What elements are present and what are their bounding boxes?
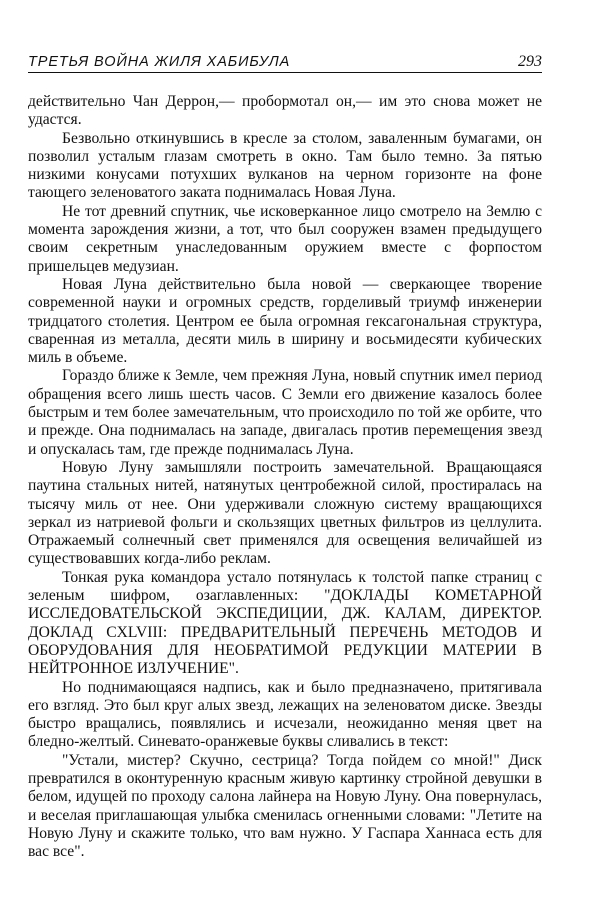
running-header xyxy=(28,48,542,73)
paragraph-3: Не тот древний спутник, чье исковерканное лицо смотрело на Землю с момента зарождения жизни, а тот, что был сооружен взамен предыдущего своим секретным унаследованным оружием вместе с форпостом пришельцев медузиан. xyxy=(28,202,542,275)
paragraph-1: действительно Чан Деррон,— пробормотал он,— им это снова может не удастся. xyxy=(28,93,542,129)
paragraph-6: Новую Луну замышляли построить замечательной. Вращающаяся паутина стальных нитей, натянутых центробежной силой, простиралась на тысячу миль от нее. Они удерживали сложную систему вращающихся зеркал из натриевой фольги и скользящих цветных фильтров из целлулита. Отражаемый солнечный свет применялся для освещения величайшей из существовавших когда-либо реклам. xyxy=(28,458,542,568)
paragraph-5: Гораздо ближе к Земле, чем прежняя Луна, новый спутник имел период обращения всего лишь шесть часов. С Земли его движение казалось более быстрым и тем более замечательным, что происходило по той же орбите, что и прежде. Она поднималась на западе, двигалась против перемещения звезд и опускалась там, где прежде поднималась Луна. xyxy=(28,367,542,458)
running-title: ТРЕТЬЯ ВОЙНА ЖИЛЯ ХАБИБУЛА xyxy=(28,54,291,70)
paragraph-9: "Устали, мистер? Скучно, сестрица? Тогда пойдем со мной!" Диск превратился в оконтуренную красным живую картинку стройной девушки в белом, идущей по проходу салона лайнера на Новую Луну. Она повернулась, и веселая приглашающая улыбка сменилась огненными словами: "Летите на Новую Луну и скажите только, что вам нужно. У Гаспара Ханнаса есть для вас все". xyxy=(28,751,542,861)
paragraph-4: Новая Луна действительно была новой — сверкающее творение современной науки и огромных средств, горделивый триумф инженерии тридцатого столетия. Центром ее была огромная гексагональная структура, сваренная из металла, десяти миль в ширину и восьмидесяти кубических миль в объеме. xyxy=(28,275,542,367)
page-number: 293 xyxy=(518,53,542,70)
paragraph-8: Но поднимающаяся надпись, как и было предназначено, притягивала его взгляд. Это был круг алых звезд, лежащих на зеленоватом диске. Звезды быстро вращались, появлялись и исчезали, неожиданно меняя цвет на бледно-желтый. Синевато-оранжевые буквы сливались в текст: xyxy=(28,678,542,751)
body-text xyxy=(28,93,542,861)
paragraph-2: Безвольно откинувшись в кресле за столом, заваленным бумагами, он позволил усталым глазам смотреть в окно. Там было темно. За пятью низкими конусами потухших вулканов на черном горизонте на фоне тающего зеленоватого заката поднималась Новая Луна. xyxy=(28,129,542,202)
paragraph-7: Тонкая рука командора устало потянулась к толстой папке страниц с зеленым шифром, озаглавленных: "ДОКЛАДЫ КОМЕТАРНОЙ ИССЛЕДОВАТЕЛЬСКОЙ ЭКСПЕДИЦИИ, ДЖ. КАЛАМ, ДИРЕКТОР. ДОКЛАД CXLVIII: ПРЕДВАРИТЕЛЬНЫЙ ПЕРЕЧЕНЬ МЕТОДОВ И ОБОРУДОВАНИЯ ДЛЯ НЕОБРАТИМОЙ РЕДУКЦИИ МАТЕРИИ В НЕЙТРОННОЕ ИЗЛУЧЕНИЕ". xyxy=(28,568,542,678)
